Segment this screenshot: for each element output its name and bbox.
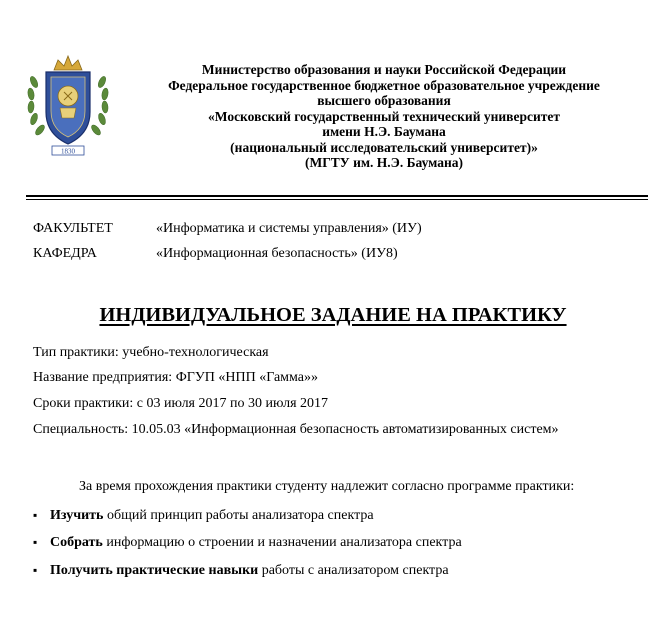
ministry-line: Министерство образования и науки Российской Федерации [201, 62, 567, 77]
bullet-icon: ▪ [33, 508, 38, 522]
institution-type-line: Федеральное государственное бюджетное образовательное учреждение [168, 77, 600, 93]
university-namesake-line: имени Н.Э. Баумана [322, 124, 446, 139]
task-verb: Собрать [50, 535, 103, 550]
specialty: Специальность: 10.05.03 «Информационная безопасность автоматизированных систем» [33, 422, 559, 437]
tasks-intro: За время прохождения практики студенту надлежит согласно программе практики: [79, 479, 575, 494]
list-item [33, 507, 374, 524]
bmstu-emblem-icon [24, 52, 112, 156]
list-item [33, 562, 449, 579]
faculty-label: ФАКУЛЬТЕТ [33, 221, 113, 236]
university-status-line: (национальный исследовательский университет)» [230, 139, 538, 155]
chair-label: КАФЕДРА [33, 246, 97, 261]
task-verb: Изучить [50, 508, 104, 523]
task-text: работы с анализатором спектра [258, 563, 449, 578]
practice-type: Тип практики: учебно-технологическая [33, 345, 269, 360]
task-text: общий принцип работы анализатора спектра [103, 508, 374, 523]
institution-header [120, 62, 648, 171]
task-text: информацию о строении и назначении анализатора спектра [102, 535, 462, 550]
bullet-icon: ▪ [33, 563, 38, 577]
bullet-icon: ▪ [33, 535, 38, 549]
faculty-row [33, 221, 422, 237]
chair-row [33, 246, 398, 262]
university-abbr-line: (МГТУ им. Н.Э. Баумана) [304, 155, 464, 170]
chair-value: «Информационная безопасность» (ИУ8) [156, 246, 398, 261]
university-name-line: «Московский государственный технический университет [208, 108, 560, 124]
education-level-line: высшего образования [317, 93, 451, 108]
task-verb: Получить практические навыки [50, 563, 259, 578]
practice-dates: Сроки практики: с 03 июля 2017 по 30 июля 2017 [33, 396, 329, 411]
header-divider [26, 195, 648, 197]
header-divider-thin [26, 199, 648, 200]
company-name: Название предприятия: ФГУП «НПП «Гамма»» [33, 370, 319, 385]
list-item [33, 534, 462, 551]
document-title: ИНДИВИДУАЛЬНОЕ ЗАДАНИЕ НА ПРАКТИКУ [99, 304, 567, 326]
faculty-value: «Информатика и системы управления» (ИУ) [156, 221, 422, 236]
emblem-year: 1830 [61, 147, 75, 156]
